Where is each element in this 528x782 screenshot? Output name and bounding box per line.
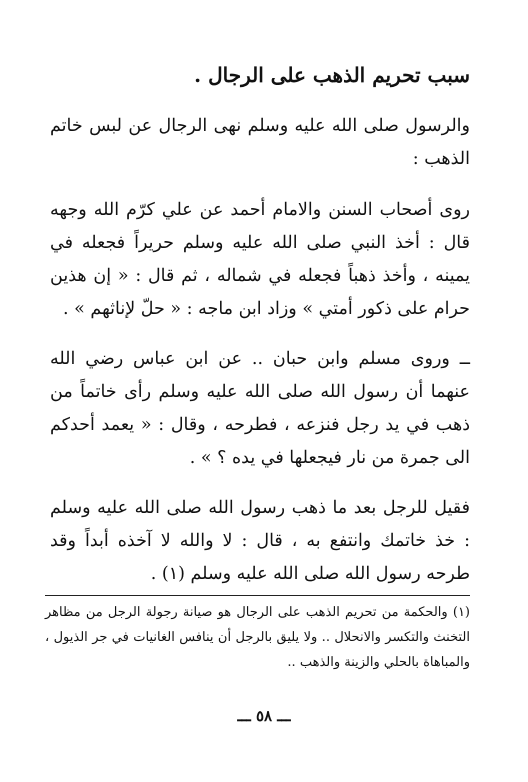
paragraph-hadith-ibn-abbas: ــ وروى مسلم وابن حبان .. عن ابن عباس رضي الله عنهما أن رسول الله صلى الله عليه وسلم رأى خاتماً من ذهب في يد رجل فنزعه ، فطرحه ، وقال : « يعمد أحدكم الى جمرة من نار فيجعلها في يده ؟ » . bbox=[50, 349, 470, 468]
footnote-divider bbox=[45, 595, 470, 596]
paragraph-intro: والرسول صلى الله عليه وسلم نهى الرجال عن لبس خاتم الذهب : bbox=[50, 116, 470, 169]
paragraph-hadith-ali: روى أصحاب السنن والامام أحمد عن علي كرّم الله وجهه قال : أخذ النبي صلى الله عليه وسلم حريراً فجعله في يمينه ، وأخذ ذهباً فجعله في شماله ، ثم قال : « إن هذين حرام على ذكور أمتي » وزاد ابن ماجه : « حلّ لإناثهم » . bbox=[50, 200, 470, 319]
section-heading: سبب تحريم الذهب على الرجال . bbox=[194, 63, 470, 87]
paragraph-ring-story: فقيل للرجل بعد ما ذهب رسول الله صلى الله عليه وسلم : خذ خاتمك وانتفع به ، قال : لا والله لا آخذه أبداً وقد طرحه رسول الله صلى الله عليه وسلم (١) . bbox=[50, 498, 470, 584]
page-number: ـــ ٥٨ ـــ bbox=[237, 707, 291, 725]
footnote: (١) والحكمة من تحريم الذهب على الرجال هو صيانة رجولة الرجل من مظاهر التخنث والتكسر والانحلال .. ولا يليق بالرجل أن ينافس الغانيات في جر الذيول ، والمباهاة بالحلي والزينة والذهب .. bbox=[45, 605, 470, 670]
